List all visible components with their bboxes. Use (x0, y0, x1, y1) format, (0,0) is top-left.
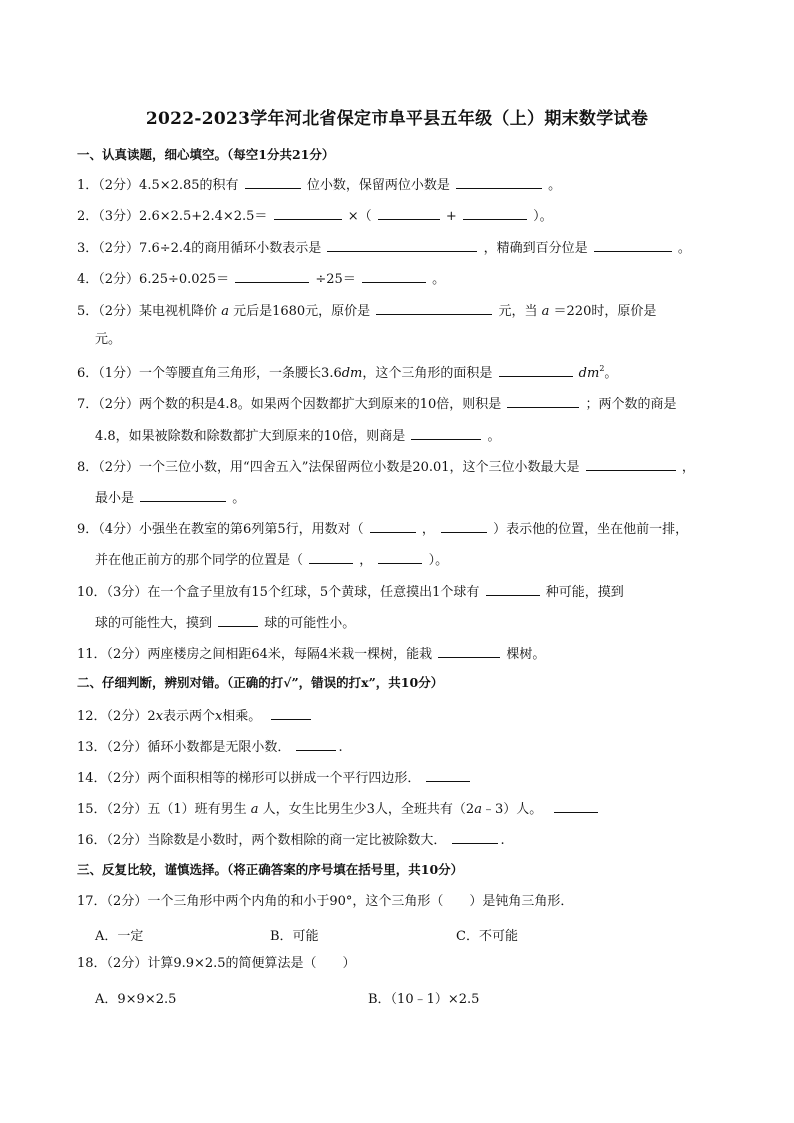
question-12: 12．（2分）2x表示两个x相乘。 (77, 707, 313, 725)
question-7: 7．（2分）两个数的积是4.8。如果两个因数都扩大到原来的10倍，则积是 ；两个数的商是 (77, 397, 677, 412)
question-14: 14．（2分）两个面积相等的梯形可以拼成一个平行四边形． (77, 769, 472, 787)
answer-blank[interactable] (378, 551, 422, 564)
option-c[interactable]: C．不可能 (456, 929, 518, 944)
answer-blank[interactable] (296, 738, 336, 751)
question-3: 3．（2分）7.6÷2.4的商用循环小数表示是 ，精确到百分位是 。 (77, 241, 691, 256)
question-9: 9．（4分）小强坐在教室的第6列第5行，用数对（ ， ）表示他的位置，坐在他前一排， (77, 522, 689, 537)
answer-blank[interactable] (456, 176, 542, 189)
answer-blank[interactable] (218, 614, 258, 627)
answer-blank[interactable] (245, 176, 301, 189)
answer-blank[interactable] (411, 427, 481, 440)
option-b[interactable]: B．（10﹣1）×2.5 (368, 992, 480, 1007)
answer-blank[interactable] (486, 583, 540, 596)
answer-blank[interactable] (235, 270, 309, 283)
answer-blank[interactable] (274, 207, 342, 220)
answer-blank[interactable] (426, 769, 470, 782)
answer-blank[interactable] (507, 395, 579, 408)
page-title: 2022-2023学年河北省保定市阜平县五年级（上）期末数学试卷 (145, 109, 649, 129)
section-3-heading: 三、反复比较，谨慎选择。（将正确答案的序号填在括号里，共10分） (77, 862, 464, 877)
question-8-continued: 最小是 。 (95, 491, 246, 506)
question-6: 6．（1分）一个等腰直角三角形，一条腰长3.6dm，这个三角形的面积是 $dm^2$。 (77, 364, 618, 381)
question-5-continued: 元。 (95, 332, 122, 347)
answer-blank[interactable] (554, 800, 598, 813)
section-2-heading: 二、仔细判断，辨别对错。（正确的打√”，错误的打x”，共10分） (77, 675, 444, 690)
question-13: 13．（2分）循环小数都是无限小数． . (77, 740, 343, 755)
question-1: 1．（2分）4.5×2.85的积有 位小数，保留两位小数是 。 (77, 178, 562, 193)
question-15: 15．（2分）五（1）班有男生 a 人，女生比男生少3人，全班共有（2a﹣3）人。 (77, 800, 600, 818)
question-4: 4．（2分）6.25÷0.025＝ ÷25＝ 。 (77, 272, 446, 287)
option-a[interactable]: A．9×9×2.5 (95, 992, 177, 1007)
answer-blank[interactable] (452, 831, 498, 844)
question-5: 5．（2分）某电视机降价 a 元后是1680元，原价是 元，当 a ＝220时，原价是 (77, 304, 657, 319)
answer-blank[interactable] (438, 645, 500, 658)
answer-blank[interactable] (499, 364, 573, 377)
question-9-continued: 并在他正前方的那个同学的位置是（ ， ）。 (95, 553, 449, 568)
answer-blank[interactable] (594, 239, 672, 252)
question-11: 11．（2分）两座楼房之间相距64米，每隔4米栽一棵树，能栽 棵树。 (77, 647, 546, 662)
question-10-continued: 球的可能性大，摸到 球的可能性小。 (95, 616, 356, 631)
answer-blank[interactable] (362, 270, 426, 283)
answer-blank[interactable] (441, 520, 487, 533)
question-17: 17．（2分）一个三角形中两个内角的和小于90°，这个三角形（ ）是钝角三角形． (77, 894, 574, 909)
question-16: 16．（2分）当除数是小数时，两个数相除的商一定比被除数大． . (77, 833, 505, 848)
answer-blank[interactable] (271, 707, 311, 720)
question-18: 18．（2分）计算9.9×2.5的简便算法是（ ） (77, 956, 356, 971)
answer-blank[interactable] (140, 489, 226, 502)
question-2: 2．（3分）2.6×2.5+2.4×2.5＝ ×（ + ）。 (77, 209, 553, 224)
answer-blank[interactable] (309, 551, 353, 564)
option-a[interactable]: A．一定 (95, 929, 144, 944)
answer-blank[interactable] (327, 239, 477, 252)
answer-blank[interactable] (378, 207, 440, 220)
answer-blank[interactable] (370, 520, 416, 533)
answer-blank[interactable] (376, 302, 492, 315)
option-b[interactable]: B．可能 (270, 929, 319, 944)
question-7-continued: 4.8，如果被除数和除数都扩大到原来的10倍，则商是 。 (95, 429, 501, 444)
question-10: 10．（3分）在一个盒子里放有15个红球，5个黄球，任意摸出1个球有 种可能，摸到 (77, 585, 624, 600)
answer-blank[interactable] (586, 458, 676, 471)
section-1-heading: 一、认真读题，细心填空。（每空1分共21分） (77, 147, 335, 162)
question-8: 8．（2分）一个三位小数，用“四舍五入”法保留两位小数是20.01，这个三位小数最大是 ， (77, 460, 695, 475)
answer-blank[interactable] (463, 207, 527, 220)
